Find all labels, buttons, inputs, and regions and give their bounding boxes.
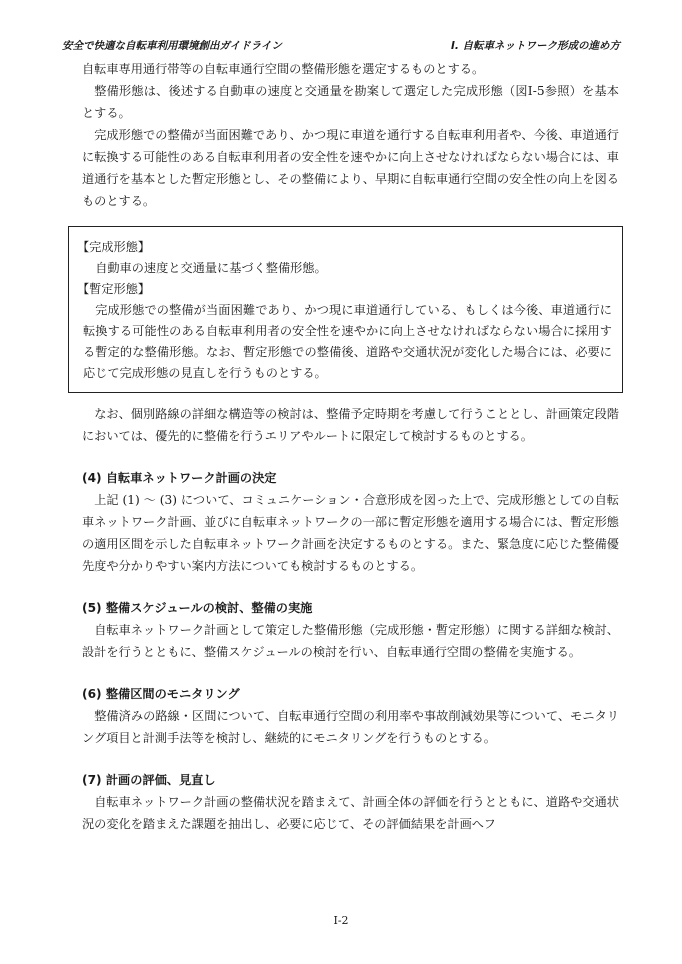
definition-box <box>68 226 623 393</box>
after-box-paragraph: なお、個別路線の詳細な構造等の検討は、整備予定時期を考慮して行うこととし、計画策定段階においては、優先的に整備を行うエリアやルートに限定して検討するものとする。 <box>82 407 619 443</box>
section-title-7: (7) 計画の評価、見直し <box>82 773 216 787</box>
page-body <box>77 58 619 835</box>
document-title: 安全で快適な自転車利用環境創出ガイドライン <box>62 40 282 52</box>
section-title-4: (4) 自転車ネットワーク計画の決定 <box>82 471 277 485</box>
section-body-6: 整備済みの路線・区間について、自転車通行空間の利用率や事故削減効果等について、モニタリング項目と計測手法等を検討し、継続的にモニタリングを行うものとする。 <box>82 709 619 745</box>
section-body-7: 自転車ネットワーク計画の整備状況を踏まえて、計画全体の評価を行うとともに、道路や交通状況の変化を踏まえた課題を抽出し、必要に応じて、その評価結果を計画へフ <box>82 795 619 831</box>
page-number: Ⅰ-2 <box>333 914 349 927</box>
definition-label-provisional: 【暫定形態】 <box>77 282 151 296</box>
intro-paragraph-3: 完成形態での整備が当面困難であり、かつ現に車道を通行する自転車利用者や、今後、車道通行に転換する可能性のある自転車利用者の安全性を速やかに向上させなければならない場合には、車道通行を基本とした暫定形態とし、その整備により、早期に自転車通行空間の安全性の向上を図るものとする。 <box>82 128 619 208</box>
definition-text-provisional: 完成形態での整備が当面困難であり、かつ現に車道通行している、もしくは今後、車道通行に転換する可能性のある自転車利用者の安全性を速やかに向上させなければならない場合に採用する暫定的な整備形態。なお、暫定形態での整備後、道路や交通状況が変化した場合には、必要に応じて完成形態の見直しを行うものとする。 <box>83 303 612 380</box>
running-header <box>62 38 620 56</box>
chapter-title: Ⅰ. 自転車ネットワーク形成の進め方 <box>450 40 620 52</box>
section-title-5: (5) 整備スケジュールの検討、整備の実施 <box>82 601 313 615</box>
definition-text-complete: 自動車の速度と交通量に基づく整備形態。 <box>95 261 327 275</box>
definition-label-complete: 【完成形態】 <box>77 240 151 254</box>
intro-paragraph-2: 整備形態は、後述する自動車の速度と交通量を勘案して選定した完成形態（図Ⅰ-5参照）を基本とする。 <box>82 84 619 120</box>
section-body-4: 上記 (1) ～ (3) について、コミュニケーション・合意形成を図った上で、完成形態としての自転車ネットワーク計画、並びに自転車ネットワークの一部に暫定形態を適用する場合には、暫定形態の適用区間を示した自転車ネットワーク計画を決定するものとする。また、緊急度に応じた整備優先度や分かりやすい案内方法についても検討するものとする。 <box>82 493 619 573</box>
section-body-5: 自転車ネットワーク計画として策定した整備形態（完成形態・暫定形態）に関する詳細な検討、設計を行うとともに、整備スケジュールの検討を行い、自転車通行空間の整備を実施する。 <box>82 623 619 659</box>
intro-paragraph-1: 自転車専用通行帯等の自転車通行空間の整備形態を選定するものとする。 <box>82 62 485 76</box>
section-title-6: (6) 整備区間のモニタリング <box>82 687 240 701</box>
